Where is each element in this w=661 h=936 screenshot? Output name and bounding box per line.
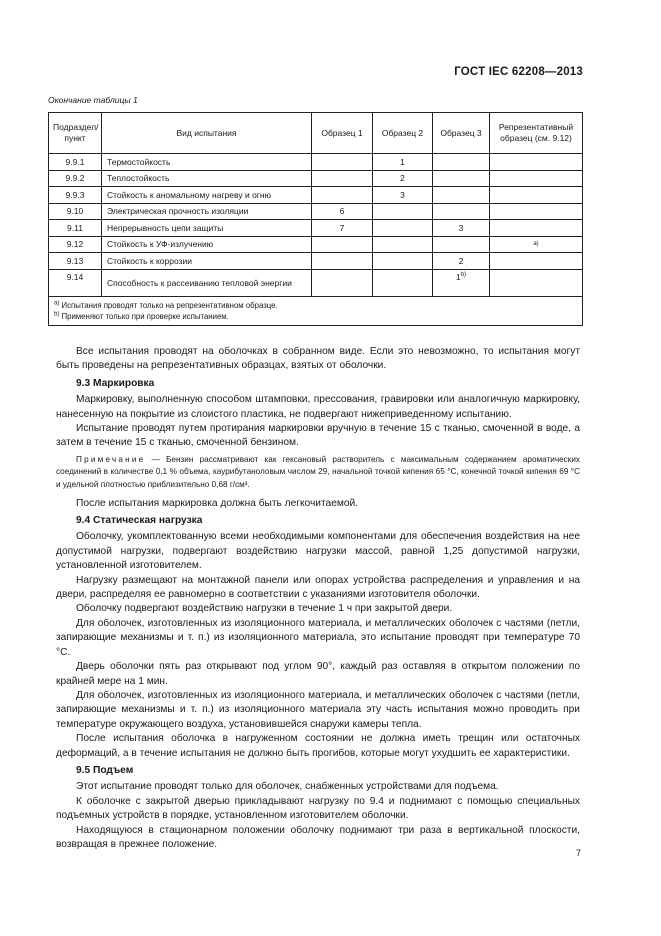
cell-sample1 [312, 154, 373, 171]
cell-sample3-value: 1 [455, 271, 461, 282]
paragraph: Испытание проводят путем протирания маркировки вручную в течение 15 с тканью, смоченной в воде, а затем в течение 15 с тканью, смоченной бензином. [56, 423, 580, 449]
paragraph: К оболочке с закрытой дверью прикладывают нагрузку по 9.4 и поднимают с помощью специальных подъемных устройств в порядке, установленном изготовителем оболочки. [56, 795, 580, 822]
cell-clause: 9.13 [49, 253, 102, 270]
section-title-9-4: 9.4 Статическая нагрузка [76, 515, 203, 527]
cell-sample3 [433, 203, 490, 220]
cell-sample1: 7 [312, 220, 373, 237]
table-header-row [49, 113, 583, 154]
cell-sample3: 3 [433, 220, 490, 237]
note-label: Примечание [76, 454, 146, 464]
note [56, 454, 580, 492]
cell-clause: 9.14 [49, 269, 102, 296]
footnote-a [54, 300, 578, 311]
cell-sample1 [312, 253, 373, 270]
cell-sample1 [312, 236, 373, 253]
paragraph: Все испытания проводят на оболочках в собранном виде. Если это невозможно, то испытания могут быть проведены на репрезентативных образцах, взятых от оболочки. [56, 346, 580, 372]
table-footnotes-row [49, 296, 583, 325]
cell-sample1 [312, 170, 373, 187]
cell-clause: 9.9.2 [49, 170, 102, 187]
cell-sample1 [312, 187, 373, 204]
test-sequence-table [48, 112, 583, 326]
cell-representative [490, 253, 583, 270]
footnote-text: Испытания проводят только на репрезентативном образце. [61, 300, 278, 310]
paragraph: Оболочку подвергают воздействию нагрузки в течение 1 ч при закрытой двери. [76, 603, 453, 615]
cell-clause: 9.11 [49, 220, 102, 237]
cell-test: Термостойкость [102, 154, 312, 171]
paragraph: Оболочку, укомплектованную всеми необходимыми компонентами для обеспечения воздействия на нее допустимой нагрузки, подвергают воздействию нагрузки массой, равной 1,25 допустимой нагрузки, установленной изготовителем. [56, 531, 580, 572]
table-footnotes [49, 296, 583, 325]
cell-clause: 9.10 [49, 203, 102, 220]
cell-sample2 [373, 269, 433, 296]
cell-sample1: 6 [312, 203, 373, 220]
cell-representative [490, 170, 583, 187]
col-header-representative: Репрезентативный образец (см. 9.12) [490, 113, 583, 154]
cell-representative [490, 203, 583, 220]
col-header-sample2: Образец 2 [373, 113, 433, 154]
paragraph: Этот испытание проводят только для оболочек, снабженных устройствами для подъема. [76, 781, 499, 793]
cell-representative: а) [490, 236, 583, 253]
section-title-9-5: 9.5 Подъем [76, 764, 134, 776]
table-row [49, 170, 583, 187]
paragraph: Находящуюся в стационарном положении оболочку поднимают три раза в вертикальной плоскости, возвращая в прежнее положение. [56, 824, 580, 850]
cell-sample2: 1 [373, 154, 433, 171]
col-header-test: Вид испытания [102, 113, 312, 154]
table-row [49, 269, 583, 296]
cell-sample3 [433, 154, 490, 171]
cell-test: Непрерывность цепи защиты [102, 220, 312, 237]
section-title-9-3: 9.3 Маркировка [76, 377, 155, 389]
cell-sample3 [433, 187, 490, 204]
cell-sample2 [373, 236, 433, 253]
cell-test: Теплостойкость [102, 170, 312, 187]
cell-sample2 [373, 253, 433, 270]
cell-representative [490, 154, 583, 171]
note-text: — Бензин рассматривают как гексановый растворитель с максимальным содержанием ароматических соединений в количестве 0,1 % объема, каурибутаноловым числом 29, начальной точкой кипения 65 °C, конечной точкой кипения 69 °C и удельной плотностью приблизительно 0,68 г/см³. [56, 454, 580, 490]
cell-sample3: 2 [433, 253, 490, 270]
cell-test: Стойкость к аномальному нагреву и огню [102, 187, 312, 204]
table-caption: Окончание таблицы 1 [48, 95, 138, 105]
cell-test: Способность к рассеиванию тепловой энергии [102, 269, 312, 296]
cell-sample2: 3 [373, 187, 433, 204]
cell-clause: 9.9.1 [49, 154, 102, 171]
footnote-b [54, 311, 578, 322]
col-header-sample3: Образец 3 [433, 113, 490, 154]
paragraph: После испытания оболочка в нагруженном состоянии не должна иметь трещин или остаточных деформаций, а в течение испытания не должно быть прогибов, которые могут ухудшить ее характеристики. [56, 733, 580, 759]
table-row [49, 220, 583, 237]
footnote-text: Применяют только при проверке испытанием. [61, 311, 229, 321]
cell-sample3 [433, 236, 490, 253]
paragraph: Дверь оболочки пять раз открывают под углом 90°, каждый раз оставляя в открытом положении по крайней мере на 1 мин. [56, 661, 580, 687]
col-header-sample1: Образец 1 [312, 113, 373, 154]
table-row [49, 253, 583, 270]
cell-sample2 [373, 220, 433, 237]
cell-test: Стойкость к УФ-излучению [102, 236, 312, 253]
paragraph: После испытания маркировка должна быть легкочитаемой. [76, 497, 359, 509]
cell-sample3 [433, 269, 490, 296]
table-row [49, 154, 583, 171]
cell-sample2 [373, 203, 433, 220]
table-row [49, 187, 583, 204]
cell-test: Электрическая прочность изоляции [102, 203, 312, 220]
cell-sample1 [312, 269, 373, 296]
cell-representative [490, 269, 583, 296]
page-number: 7 [575, 848, 581, 858]
paragraph: Маркировку, выполненную способом штамповки, прессования, гравировки или аналогичную маркировку, нанесенную на покрытие из слоистого пластика, не подвергают нижеприведенному испытанию. [56, 394, 580, 420]
col-header-clause: Подраздел/ пункт [49, 113, 102, 154]
paragraph: Нагрузку размещают на монтажной панели или опорах устройства распределения и управления и на двери, распределяя ее равномерно в соответствии с указаниями изготовителя оболочки. [56, 574, 580, 601]
footnote-mark: b) [460, 271, 467, 278]
footnote-mark: а) [54, 299, 60, 306]
cell-sample3 [433, 170, 490, 187]
cell-representative [490, 187, 583, 204]
cell-clause: 9.9.3 [49, 187, 102, 204]
cell-clause: 9.12 [49, 236, 102, 253]
document-id: ГОСТ IEC 62208—2013 [454, 66, 583, 78]
table-row [49, 236, 583, 253]
cell-representative [490, 220, 583, 237]
paragraph: Для оболочек, изготовленных из изоляционного материала, и металлических оболочек с частями (петли, запирающие механизмы и т. п.) из изоляционного материала эту часть испытания можно проводить при температуре окружающего воздуха, установившейся снаружи камеры тепла. [56, 689, 580, 730]
cell-test: Стойкость к коррозии [102, 253, 312, 270]
footnote-mark: b) [54, 310, 60, 317]
paragraph: Для оболочек, изготовленных из изоляционного материала, и металлических оболочек с частями (петли, запирающие механизмы и т. п.) из изоляционного материала, это испытание проводят при температуре 70 °C. [56, 617, 580, 658]
body-text [56, 345, 580, 852]
cell-sample2: 2 [373, 170, 433, 187]
table-row [49, 203, 583, 220]
